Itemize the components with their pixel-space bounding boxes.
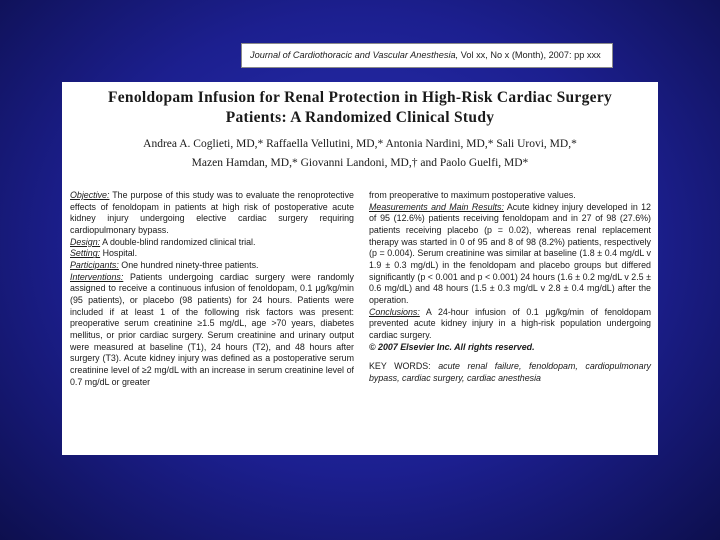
objective-paragraph bbox=[70, 190, 354, 237]
participants-label: Participants: bbox=[70, 259, 119, 270]
measurements-label: Measurements and Main Results: bbox=[369, 201, 504, 212]
conclusions-label: Conclusions: bbox=[369, 306, 420, 317]
author-line-2: Mazen Hamdan, MD,* Giovanni Landoni, MD,† and Paolo Guelfi, MD* bbox=[191, 157, 529, 169]
keywords-label: KEY WORDS: bbox=[369, 361, 431, 372]
objective-text: The purpose of this study was to evaluate the renoprotective effects of fenoldopam in patients at high risk of postoperative acute kidney injury undergoing elective cardiac surgery requiring cardiopulmonary bypass. bbox=[70, 190, 354, 235]
continuation-text: from preoperative to maximum postoperative values. bbox=[369, 190, 576, 200]
keywords-paragraph bbox=[369, 361, 651, 384]
interventions-label: Interventions: bbox=[70, 271, 124, 282]
design-paragraph bbox=[70, 237, 354, 249]
conclusions-paragraph bbox=[369, 307, 651, 342]
measurements-text: Acute kidney injury developed in 12 of 95 (12.6%) patients receiving fenoldopam and in 27 of 98 (27.6%) patients receiving placebo (p = 0.02), whereas renal replacement therapy was started in 0 of 95 and 8 of 98 (8.2%) patients, respectively (p = 0.004). Serum creatinine was similar at baseline (1.8 ± 0.4 mg/dL v 1.9 ± 0.3 mg/dL) in the fenoldopam and placebo groups but differed significantly (p < 0.001 and p < 0.001) 24 hours (1.6 ± 0.2 mg/dL v 2.5 ± 0.6 mg/dL) and 48 hours (1.5 ± 0.3 mg/dL v 2.8 ± 0.4 mg/dL) after the operation. bbox=[369, 201, 651, 305]
copyright-notice: © 2007 Elsevier Inc. All rights reserved. bbox=[369, 341, 535, 352]
citation-details: Vol xx, No x (Month), 2007: pp xxx bbox=[458, 50, 601, 60]
participants-text: One hundred ninety-three patients. bbox=[118, 259, 259, 270]
design-text: A double-blind randomized clinical trial. bbox=[100, 236, 256, 247]
participants-paragraph bbox=[70, 260, 354, 272]
setting-label: Setting: bbox=[70, 248, 101, 259]
keywords-text: acute renal failure, fenoldopam, cardiopulmonary bypass, cardiac surgery, cardiac anesthesia bbox=[369, 361, 651, 383]
author-list bbox=[62, 135, 658, 173]
abstract-right-column bbox=[369, 190, 651, 385]
journal-citation bbox=[241, 43, 613, 68]
section-gap bbox=[369, 353, 651, 361]
paper-abstract-page bbox=[62, 82, 658, 455]
journal-name: Journal of Cardiothoracic and Vascular Anesthesia, bbox=[250, 50, 459, 60]
objective-label: Objective: bbox=[70, 190, 110, 200]
author-line-1: Andrea A. Coglieti, MD,* Raffaella Vellutini, MD,* Antonia Nardini, MD,* Sali Urovi, MD,* bbox=[143, 138, 577, 150]
interventions-text: Patients undergoing cardiac surgery were randomly assigned to receive a continuous infusion of fenoldopam, 0.1 μg/kg/min (95 patients), or placebo (98 patients) for 24 hours. Patients were included if at least 1 of the following risk factors was present: preoperative serum creatinine ≥1.5 mg/dL, age >70 years, diabetes mellitus, or prior cardiac surgery. Serum creatinine and urinary output were measured at baseline (T1), 24 hours (T2), and 48 hours after surgery (T3). Acute kidney injury was defined as a postoperative serum creatinine level of ≥2 mg/dL with an increase in serum creatinine level of 0.7 mg/dL or greater bbox=[70, 271, 354, 387]
setting-paragraph bbox=[70, 248, 354, 260]
paper-title-line-1: Fenoldopam Infusion for Renal Protection in High-Risk Cardiac Surgery bbox=[107, 89, 613, 106]
conclusions-text: A 24-hour infusion of 0.1 μg/kg/min of fenoldopam prevented acute kidney injury in a high-risk population undergoing cardiac surgery. bbox=[369, 306, 651, 340]
measurements-paragraph bbox=[369, 202, 651, 307]
abstract-left-column bbox=[70, 190, 354, 388]
setting-text: Hospital. bbox=[100, 248, 138, 259]
paper-title-line-2: Patients: A Randomized Clinical Study bbox=[225, 109, 495, 126]
interventions-paragraph bbox=[70, 272, 354, 389]
design-label: Design: bbox=[70, 236, 101, 247]
paper-title bbox=[62, 88, 658, 128]
